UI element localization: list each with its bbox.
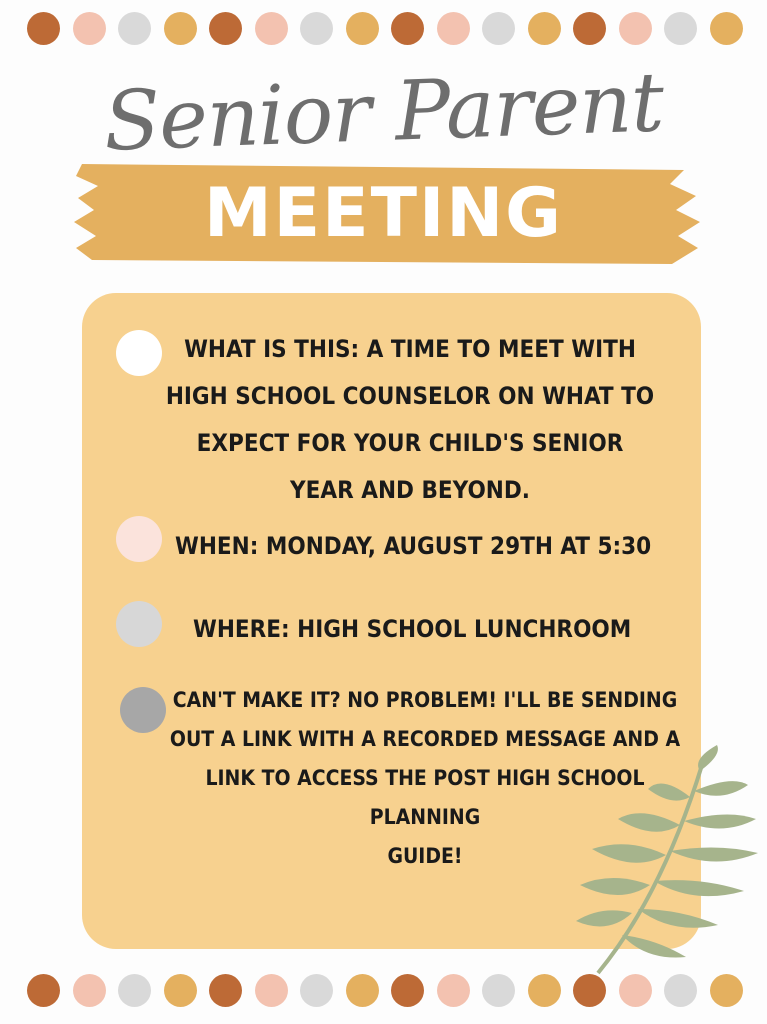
border-dot xyxy=(255,12,288,45)
item-where-text: WHERE: HIGH SCHOOL LUNCHROOM xyxy=(193,615,632,643)
top-dot-border xyxy=(27,11,743,45)
border-dot xyxy=(346,12,379,45)
border-dot xyxy=(528,974,561,1007)
border-dot xyxy=(346,974,379,1007)
border-dot xyxy=(73,974,106,1007)
border-dot xyxy=(482,974,515,1007)
border-dot xyxy=(528,12,561,45)
border-dot xyxy=(482,12,515,45)
border-dot xyxy=(619,974,652,1007)
border-dot xyxy=(164,974,197,1007)
border-dot xyxy=(209,12,242,45)
title-script: Senior Parent xyxy=(102,55,665,170)
item-when-text: WHEN: MONDAY, AUGUST 29TH AT 5:30 xyxy=(175,532,652,560)
border-dot xyxy=(437,974,470,1007)
border-dot xyxy=(391,974,424,1007)
title-block: MEETING xyxy=(204,174,563,253)
bullet-when-icon xyxy=(116,516,162,562)
border-dot xyxy=(573,12,606,45)
border-dot xyxy=(209,974,242,1007)
border-dot xyxy=(710,12,743,45)
bullet-where-icon xyxy=(116,601,162,647)
border-dot xyxy=(619,12,652,45)
border-dot xyxy=(27,974,60,1007)
border-dot xyxy=(437,12,470,45)
border-dot xyxy=(118,974,151,1007)
border-dot xyxy=(573,974,606,1007)
border-dot xyxy=(664,12,697,45)
border-dot xyxy=(710,974,743,1007)
border-dot xyxy=(27,12,60,45)
border-dot xyxy=(164,12,197,45)
border-dot xyxy=(391,12,424,45)
item-what-text: WHAT IS THIS: A TIME TO MEET WITH HIGH SCHOOL COUNSELOR ON WHAT TO EXPECT FOR YOUR CHILD'S SENIOR YEAR AND BEYOND. xyxy=(165,335,655,504)
border-dot xyxy=(300,974,333,1007)
item-cant-make-it-text: CAN'T MAKE IT? NO PROBLEM! I'LL BE SENDING OUT A LINK WITH A RECORDED MESSAGE AND A LINK TO ACCESS THE POST HIGH SCHOOL PLANNING GUIDE! xyxy=(169,688,681,868)
border-dot xyxy=(73,12,106,45)
border-dot xyxy=(664,974,697,1007)
border-dot xyxy=(300,12,333,45)
border-dot xyxy=(118,12,151,45)
palm-leaf-icon xyxy=(572,745,762,975)
bottom-dot-border xyxy=(27,973,743,1007)
border-dot xyxy=(255,974,288,1007)
